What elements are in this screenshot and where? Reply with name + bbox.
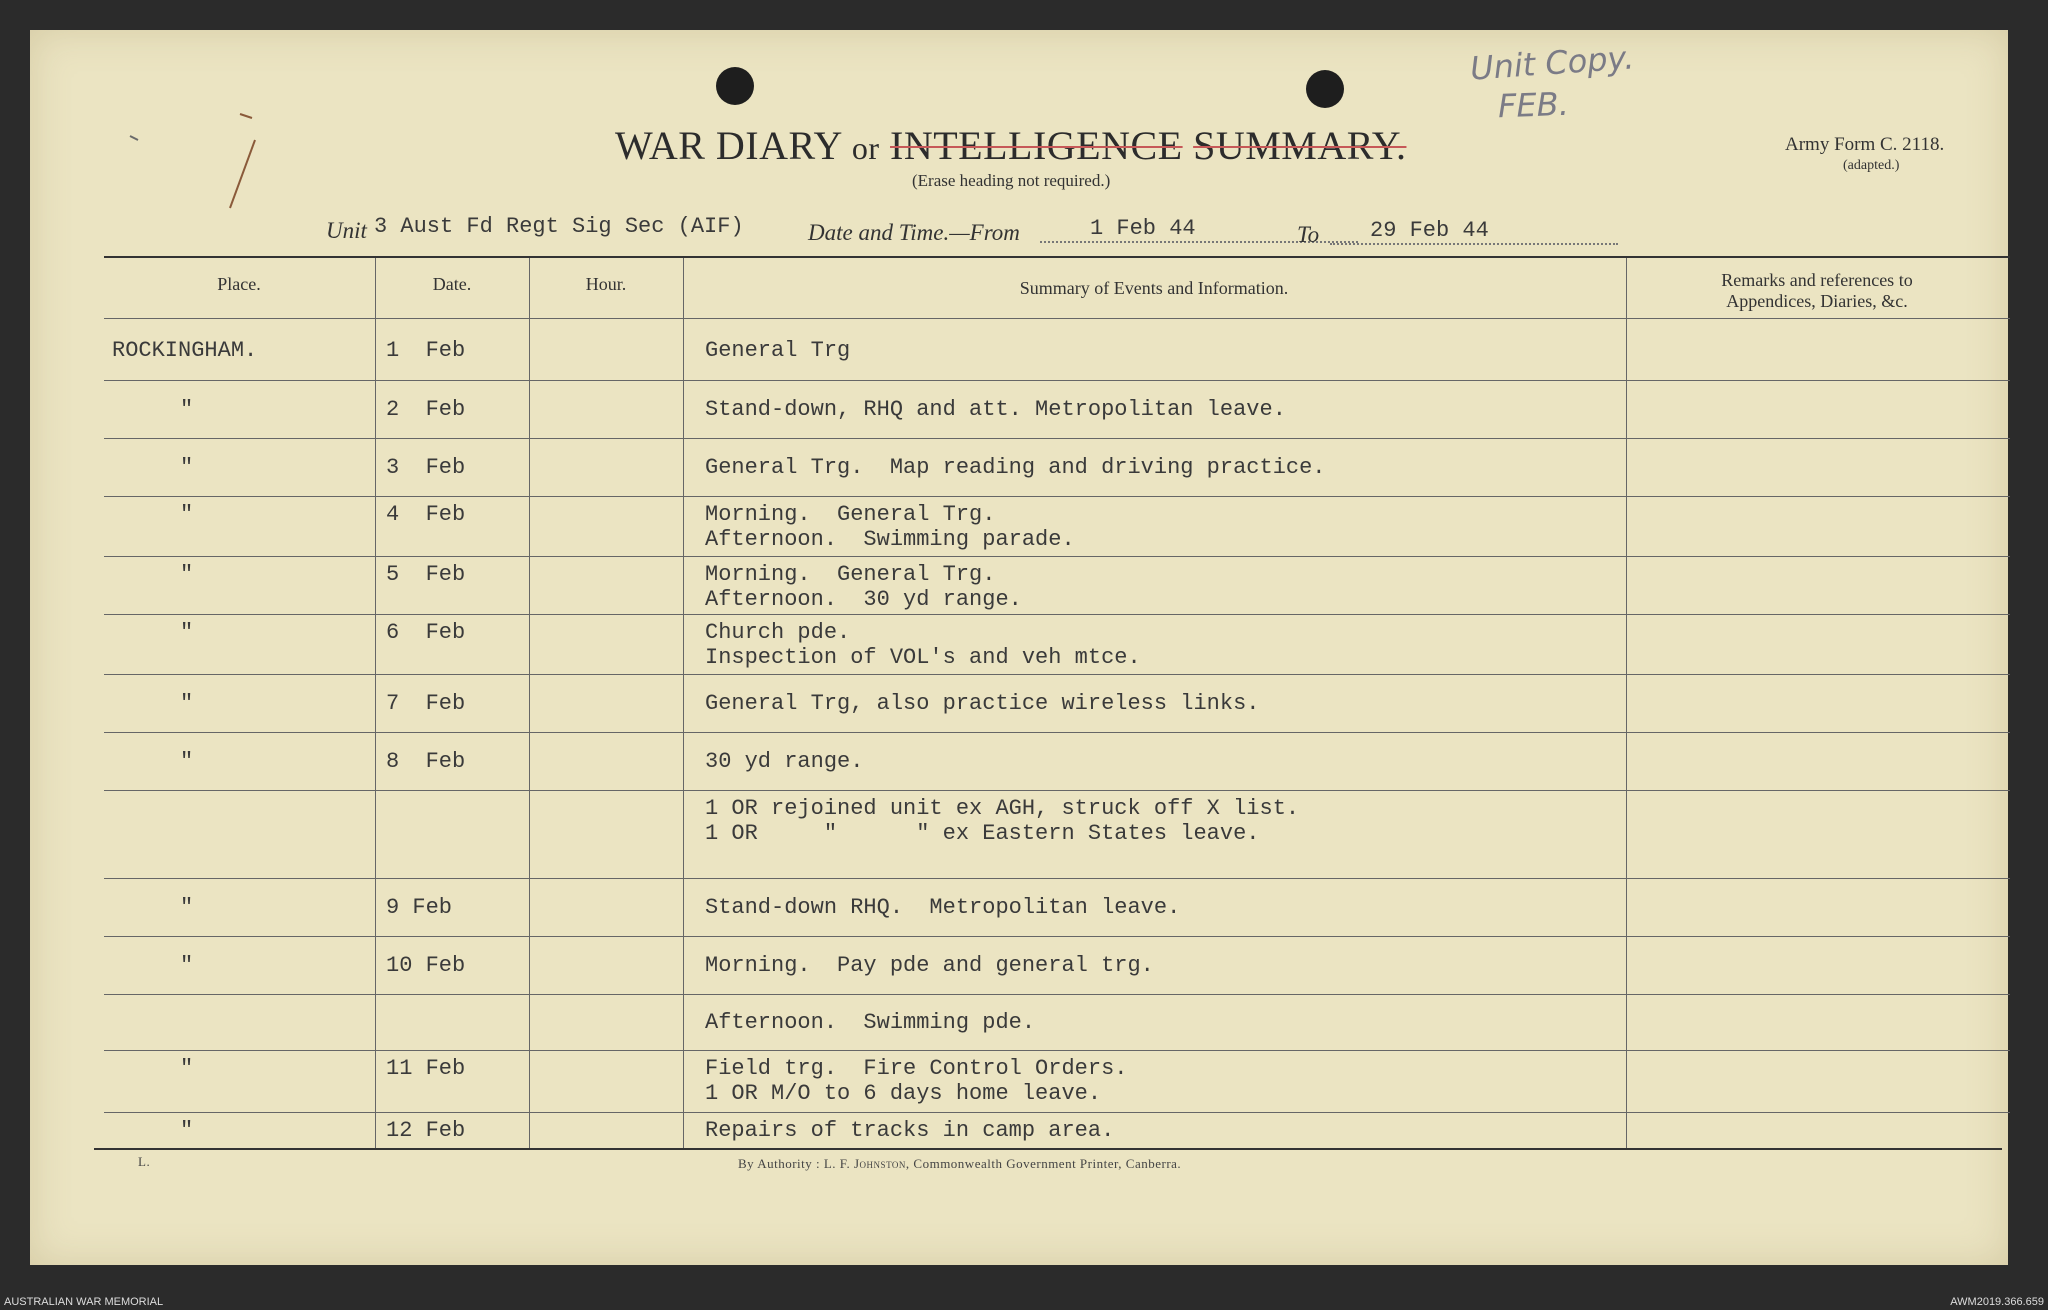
- handwritten-unit-copy: Unit Copy.: [1468, 38, 1636, 88]
- row-summary: General Trg: [705, 338, 851, 363]
- row-summary: Morning. Pay pde and general trg.: [705, 953, 1154, 978]
- table-top-rule: [104, 256, 2010, 258]
- unit-label: Unit: [326, 218, 367, 243]
- punch-hole-left: [716, 67, 754, 105]
- row-place: ": [180, 895, 194, 920]
- row-date: 1 Feb: [386, 338, 466, 363]
- row-date: 7 Feb: [386, 691, 466, 716]
- col-header-summary: Summary of Events and Information.: [1019, 278, 1289, 298]
- printer-authority: By Authority : L. F. Johnston, Commonwealth Government Printer, Canberra.: [738, 1156, 1182, 1171]
- form-code: L.: [138, 1154, 151, 1169]
- col-header-hour: Hour.: [585, 274, 627, 294]
- row-date: 6 Feb: [386, 620, 466, 645]
- row-date: 5 Feb: [386, 562, 466, 587]
- col-divider-hour: [683, 258, 684, 1148]
- row-place: ": [180, 397, 194, 422]
- col-divider-date: [529, 258, 530, 1148]
- row-date: 4 Feb: [386, 502, 466, 527]
- row-place: ": [180, 455, 194, 480]
- row-summary: Morning. General Trg. Afternoon. Swimming parade.: [705, 502, 1075, 552]
- row-summary: Stand-down RHQ. Metropolitan leave.: [705, 895, 1181, 920]
- row-summary: General Trg. Map reading and driving practice.: [705, 455, 1326, 480]
- to-date-value: 29 Feb 44: [1330, 218, 1618, 245]
- to-label: To: [1297, 222, 1320, 247]
- table-bottom-rule: [94, 1148, 2002, 1150]
- row-rule: [104, 438, 2010, 439]
- row-place: ": [180, 1056, 194, 1081]
- row-summary: General Trg, also practice wireless links.: [705, 691, 1260, 716]
- row-place: ": [180, 1118, 194, 1143]
- row-rule: [104, 614, 2010, 615]
- row-rule: [104, 1050, 2010, 1051]
- handwritten-feb: FEB.: [1497, 84, 1570, 126]
- row-date: 3 Feb: [386, 455, 466, 480]
- row-date: 12 Feb: [386, 1118, 466, 1143]
- row-place: ": [180, 620, 194, 645]
- row-summary: 30 yd range.: [705, 749, 864, 774]
- row-rule: [104, 994, 2010, 995]
- row-place: ": [180, 691, 194, 716]
- row-place: ": [180, 562, 194, 587]
- row-place: ": [180, 953, 194, 978]
- from-date-value: 1 Feb 44: [1040, 216, 1358, 243]
- erase-note: (Erase heading not required.): [912, 171, 1111, 190]
- row-rule: [104, 496, 2010, 497]
- army-form-number: Army Form C. 2118.: [1785, 134, 1945, 155]
- punch-hole-right: [1306, 70, 1344, 108]
- col-divider-summary: [1626, 258, 1627, 1148]
- row-rule: [104, 790, 2010, 791]
- row-date: 10 Feb: [386, 953, 466, 978]
- archive-caption-right: AWM2019.366.659: [1950, 1296, 2044, 1308]
- row-date: 9 Feb: [386, 895, 453, 920]
- row-rule: [104, 380, 2010, 381]
- col-header-remarks: Remarks and references to Appendices, Diaries, &c.: [1721, 270, 1913, 311]
- document-title: WAR DIARY or INTELLIGENCE SUMMARY.: [615, 123, 1407, 168]
- date-time-label: Date and Time.—From: [808, 220, 1020, 245]
- row-rule: [104, 936, 2010, 937]
- paper-mark-icon: [90, 80, 270, 220]
- row-rule: [104, 878, 2010, 879]
- col-header-place: Place.: [217, 274, 261, 294]
- row-summary: Church pde. Inspection of VOL's and veh mtce.: [705, 620, 1141, 670]
- row-rule: [104, 674, 2010, 675]
- archive-caption-left: AUSTRALIAN WAR MEMORIAL: [4, 1296, 164, 1308]
- row-date: 2 Feb: [386, 397, 466, 422]
- row-place: ": [180, 502, 194, 527]
- row-rule: [104, 1112, 2010, 1113]
- row-date: 8 Feb: [386, 749, 466, 774]
- row-summary: Field trg. Fire Control Orders. 1 OR M/O to 6 days home leave.: [705, 1056, 1128, 1106]
- row-date: 11 Feb: [386, 1056, 466, 1081]
- row-rule: [104, 732, 2010, 733]
- army-form-adapted: (adapted.): [1843, 158, 1900, 173]
- war-diary-sheet: [30, 30, 2008, 1265]
- row-place: ": [180, 749, 194, 774]
- row-summary: 1 OR rejoined unit ex AGH, struck off X list. 1 OR " " ex Eastern States leave.: [705, 796, 1300, 846]
- row-summary: Stand-down, RHQ and att. Metropolitan leave.: [705, 397, 1286, 422]
- row-place: ROCKINGHAM.: [112, 338, 258, 363]
- row-rule: [104, 556, 2010, 557]
- row-summary: Morning. General Trg. Afternoon. 30 yd range.: [705, 562, 1022, 612]
- header-bottom-rule: [104, 318, 2010, 319]
- row-summary: Repairs of tracks in camp area.: [705, 1118, 1115, 1143]
- unit-value: 3 Aust Fd Regt Sig Sec (AIF): [374, 214, 744, 239]
- row-summary: Afternoon. Swimming pde.: [705, 1010, 1036, 1035]
- col-header-date: Date.: [432, 274, 472, 294]
- col-divider-place: [375, 258, 376, 1148]
